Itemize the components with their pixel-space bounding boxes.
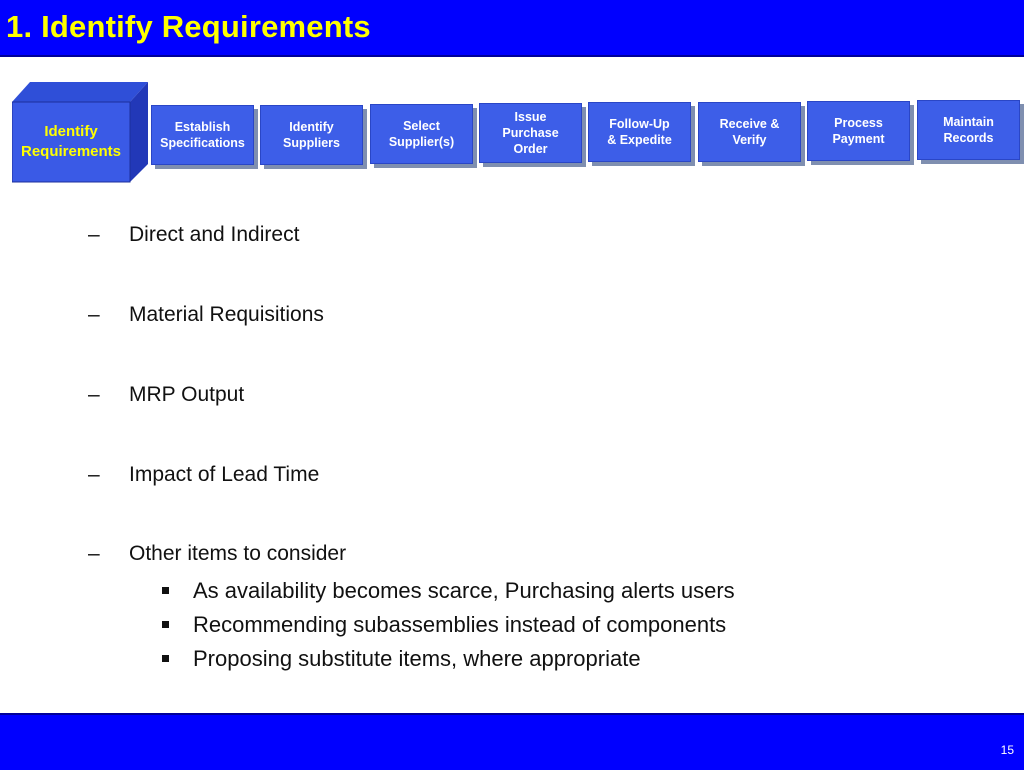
bullet-text: Impact of Lead Time (129, 463, 320, 486)
bullet-text: Material Requisitions (129, 303, 324, 326)
step-label: Identify Suppliers (283, 120, 340, 150)
step-label: Establish Specifications (160, 120, 245, 150)
step-issue-purchase-order (479, 103, 582, 163)
square-bullet-icon (162, 621, 169, 628)
sub-bullet-text: Recommending subassemblies instead of components (193, 612, 727, 637)
step-label: Maintain Records (943, 115, 994, 145)
step-maintain-records (917, 100, 1020, 160)
step-select-suppliers (370, 104, 473, 164)
dash-marker: – (88, 542, 100, 565)
bullet-text: MRP Output (129, 383, 245, 406)
dash-marker: – (88, 463, 100, 486)
step-follow-up-expedite (588, 102, 691, 162)
page-number: 15 (1000, 743, 1014, 757)
sub-bullet-text: Proposing substitute items, where appropriate (193, 646, 641, 671)
dash-marker: – (88, 383, 100, 406)
sub-bullet-text: As availability becomes scarce, Purchasing alerts users (193, 578, 735, 603)
dash-marker: – (88, 303, 100, 326)
dash-marker: – (88, 223, 100, 246)
square-bullet-icon (162, 587, 169, 594)
step-process-payment (807, 101, 910, 161)
square-bullet-icon (162, 655, 169, 662)
current-step-label: Identify Requirements (20, 123, 122, 160)
step-label: Follow-Up & Expedite (607, 117, 672, 147)
step-label: Receive & Verify (719, 117, 780, 147)
step-label: Issue Purchase Order (502, 110, 559, 156)
step-label: Select Supplier(s) (388, 119, 455, 149)
step-label: Process Payment (832, 116, 885, 146)
slide-title: 1. Identify Requirements (6, 9, 371, 44)
bullet-text: Other items to consider (129, 542, 347, 565)
step-identify-suppliers (260, 105, 363, 165)
step-establish-specifications (151, 105, 254, 165)
bullet-text: Direct and Indirect (129, 223, 300, 246)
title-bar (0, 0, 1024, 57)
step-receive-verify (698, 102, 801, 162)
footer-bar (0, 713, 1024, 770)
